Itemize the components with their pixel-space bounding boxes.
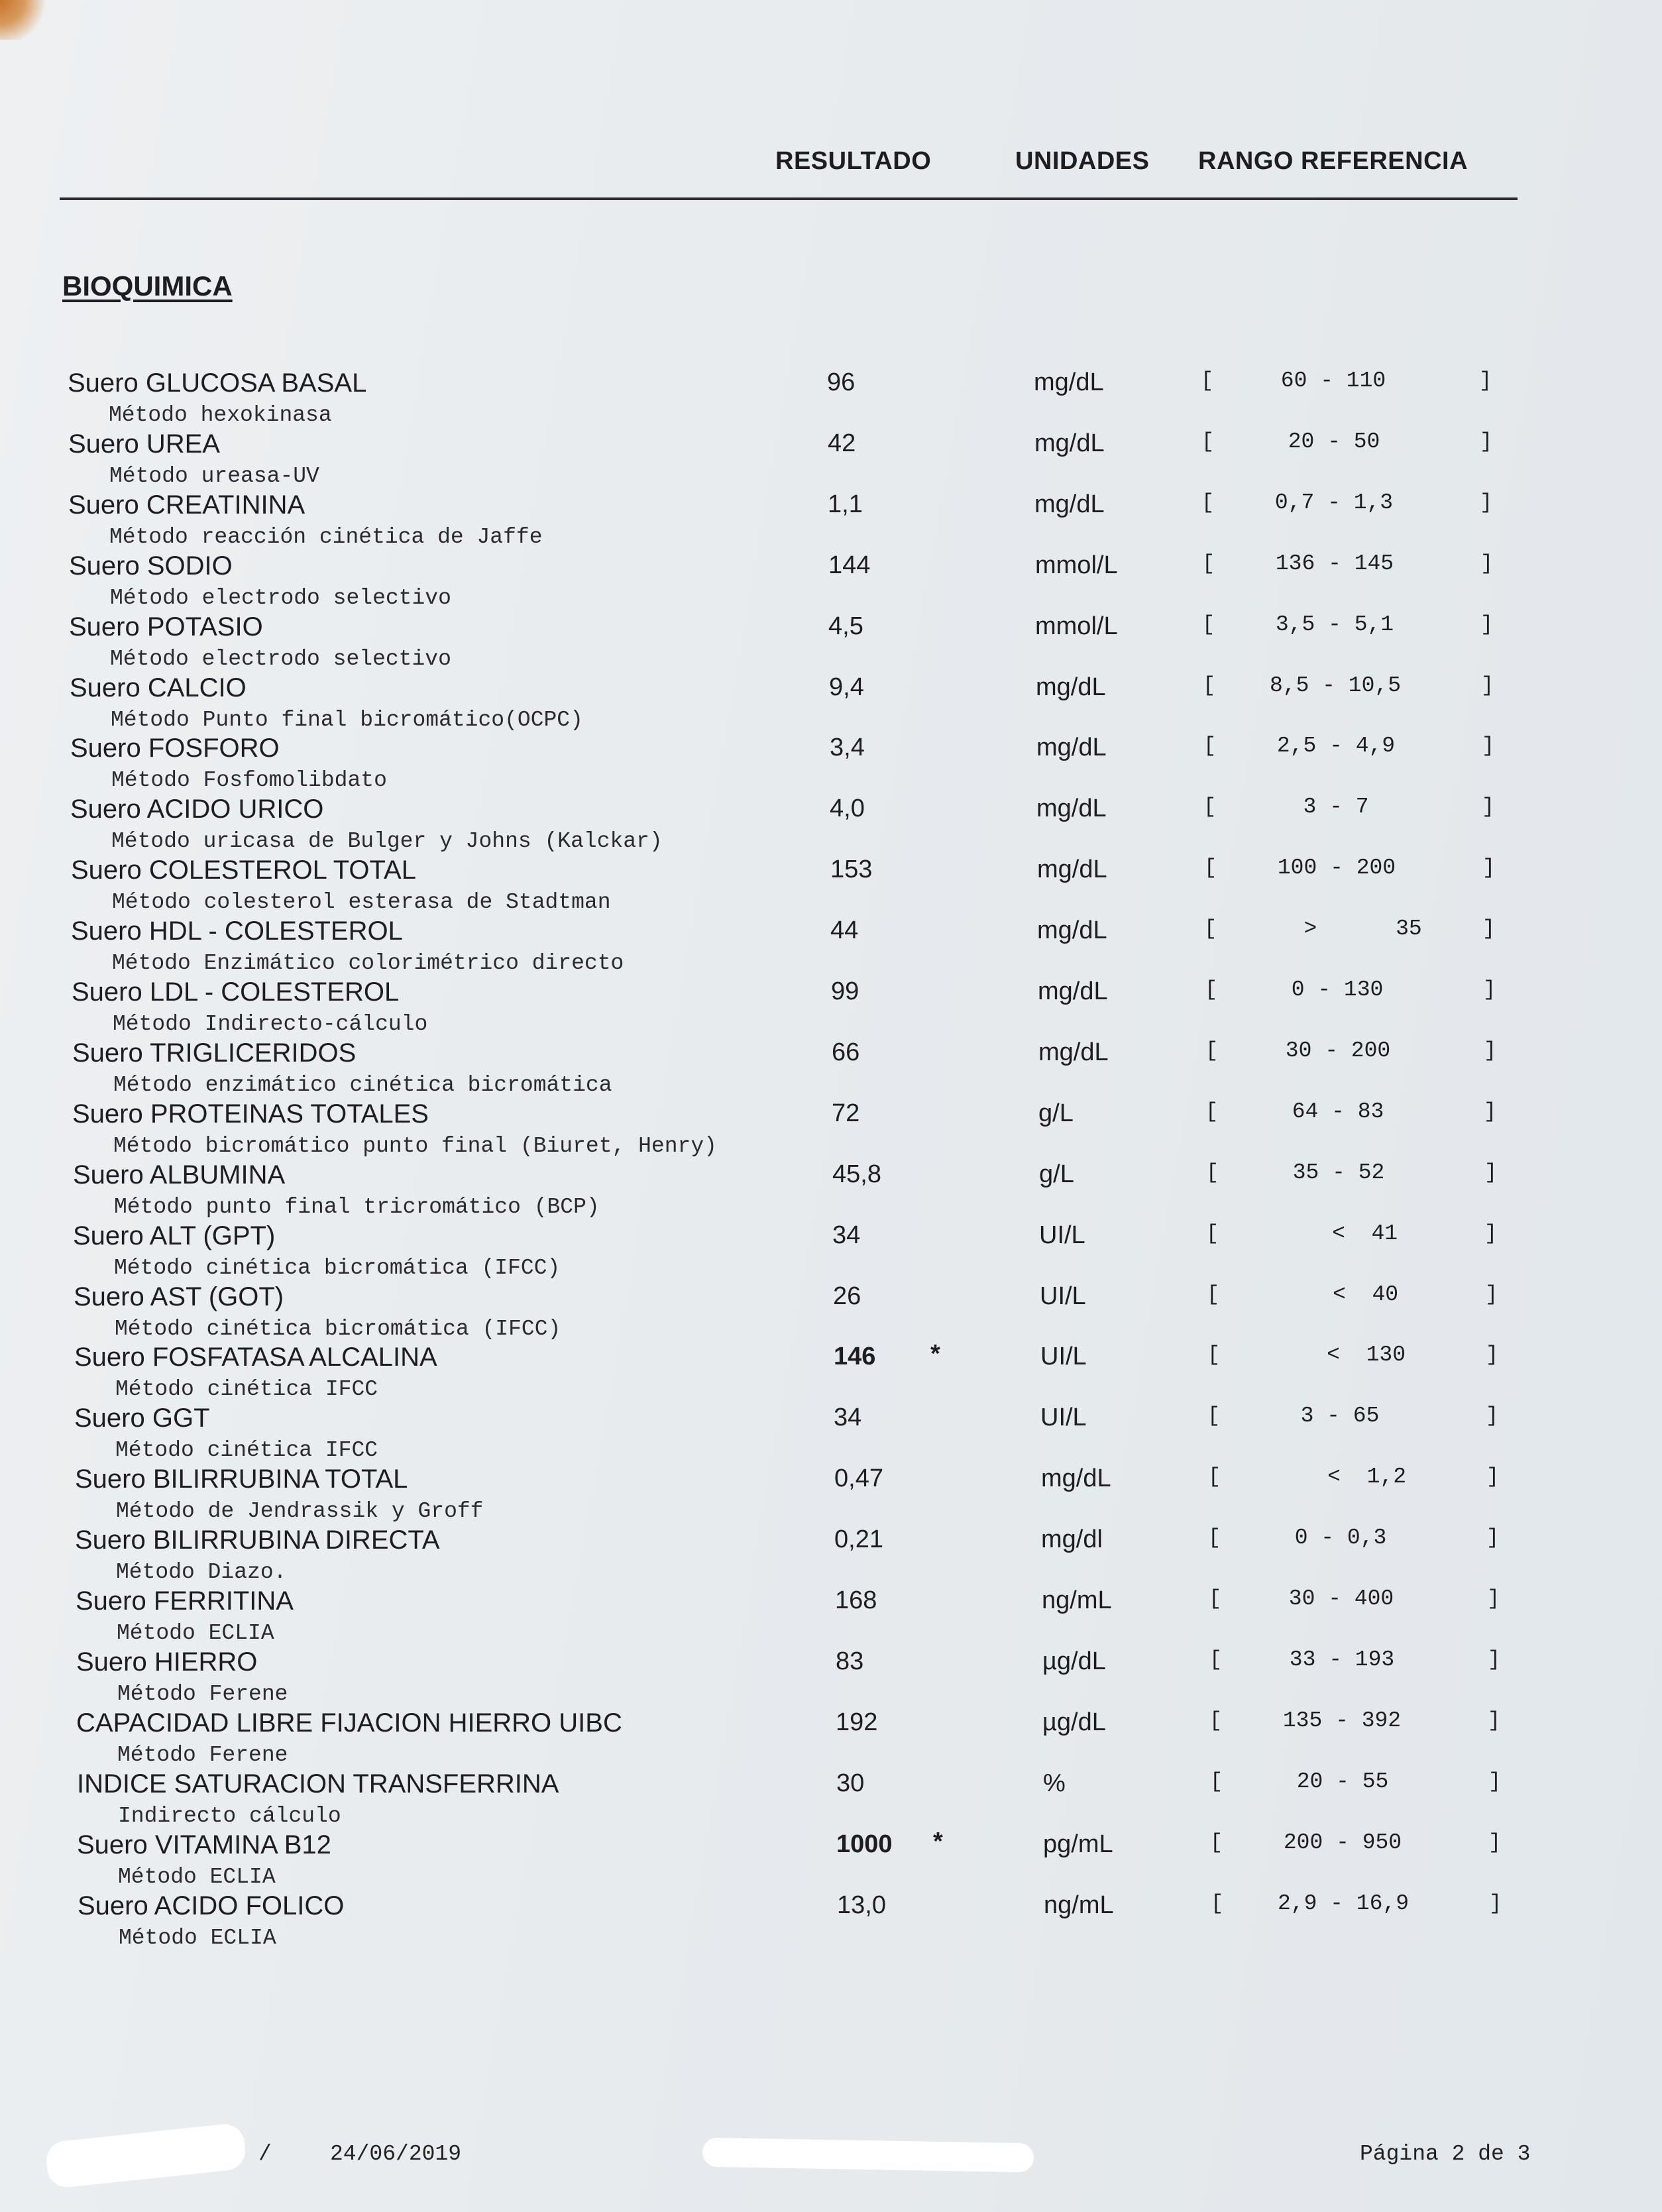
test-result: 9,4 xyxy=(829,673,864,701)
test-unit: mg/dL xyxy=(1036,673,1106,701)
test-row xyxy=(0,1404,1662,1465)
test-result: 1000 xyxy=(836,1830,893,1858)
test-row xyxy=(0,1647,1662,1708)
test-reference-range: 0,7 - 1,3 xyxy=(1274,490,1394,515)
test-reference-range: 30 - 400 xyxy=(1288,1586,1394,1611)
range-open-bracket: [ xyxy=(1203,734,1217,759)
test-method: Método Ferene xyxy=(117,1742,288,1767)
test-row xyxy=(0,368,1662,429)
column-header-range: RANGO REFERENCIA xyxy=(1198,147,1468,175)
range-open-bracket: [ xyxy=(1208,1465,1221,1490)
test-row xyxy=(0,1221,1662,1282)
range-open-bracket: [ xyxy=(1203,673,1216,698)
test-name: Suero GLUCOSA BASAL xyxy=(68,368,367,398)
range-open-bracket: [ xyxy=(1205,1038,1219,1063)
test-unit: mg/dL xyxy=(1037,856,1107,884)
test-result: 30 xyxy=(836,1769,865,1797)
range-close-bracket: ] xyxy=(1484,1099,1497,1124)
range-close-bracket: ] xyxy=(1480,490,1493,515)
test-reference-range: 60 - 110 xyxy=(1280,368,1386,393)
test-name: Suero HIERRO xyxy=(76,1647,258,1677)
range-open-bracket: [ xyxy=(1209,1647,1223,1672)
test-name: Suero ALT (GPT) xyxy=(73,1221,276,1250)
test-row xyxy=(0,1525,1662,1586)
test-name: Suero AST (GOT) xyxy=(74,1282,284,1311)
test-row xyxy=(0,1769,1662,1830)
test-row xyxy=(0,612,1662,673)
test-result: 26 xyxy=(833,1282,861,1310)
test-unit: mmol/L xyxy=(1035,612,1118,640)
test-result: 146 xyxy=(834,1343,876,1371)
test-method: Método Diazo. xyxy=(116,1560,287,1585)
test-result: 99 xyxy=(831,977,859,1005)
test-row xyxy=(0,856,1662,916)
test-name: Suero LDL - COLESTEROL xyxy=(72,977,400,1007)
range-close-bracket: ] xyxy=(1481,673,1494,698)
test-name: Suero BILIRRUBINA DIRECTA xyxy=(75,1525,440,1555)
range-open-bracket: [ xyxy=(1209,1586,1222,1611)
test-method: Método colesterol esterasa de Stadtman xyxy=(112,890,611,915)
test-method: Método cinética IFCC xyxy=(115,1377,378,1402)
range-open-bracket: [ xyxy=(1205,1099,1219,1124)
test-name: INDICE SATURACION TRANSFERRINA xyxy=(77,1769,559,1798)
test-unit: mg/dL xyxy=(1036,734,1107,762)
test-result: 168 xyxy=(835,1586,877,1614)
test-unit: mg/dL xyxy=(1037,916,1107,945)
range-open-bracket: [ xyxy=(1207,1404,1221,1429)
test-name: Suero POTASIO xyxy=(69,612,263,641)
test-reference-range: > 35 xyxy=(1251,916,1422,942)
test-row xyxy=(0,490,1662,551)
test-reference-range: 3 - 7 xyxy=(1303,795,1369,820)
range-close-bracket: ] xyxy=(1480,551,1494,576)
range-open-bracket: [ xyxy=(1202,551,1215,576)
test-reference-range: 64 - 83 xyxy=(1292,1099,1384,1124)
test-result: 153 xyxy=(830,856,873,884)
test-result: 0,47 xyxy=(834,1465,883,1493)
test-name: Suero HDL - COLESTEROL xyxy=(71,916,403,946)
footer-separator: / xyxy=(258,2142,272,2166)
test-result: 1,1 xyxy=(828,490,863,518)
section-title: BIOQUIMICA xyxy=(62,270,233,302)
test-name: CAPACIDAD LIBRE FIJACION HIERRO UIBC xyxy=(76,1708,622,1738)
test-result: 3,4 xyxy=(830,734,865,762)
test-result: 13,0 xyxy=(837,1891,886,1919)
test-reference-range: 33 - 193 xyxy=(1289,1647,1395,1672)
test-method: Método punto final tricromático (BCP) xyxy=(114,1194,600,1219)
test-name: Suero PROTEINAS TOTALES xyxy=(72,1099,429,1129)
test-method: Método de Jendrassik y Groff xyxy=(116,1499,484,1524)
range-open-bracket: [ xyxy=(1203,795,1217,820)
test-unit: g/L xyxy=(1039,1160,1074,1188)
test-reference-range: 8,5 - 10,5 xyxy=(1269,673,1402,698)
out-of-range-flag: * xyxy=(933,1827,943,1855)
test-unit: mg/dl xyxy=(1041,1525,1103,1554)
test-reference-range: 2,9 - 16,9 xyxy=(1277,1891,1410,1916)
range-open-bracket: [ xyxy=(1210,1830,1223,1855)
test-method: Método uricasa de Bulger y Johns (Kalckar) xyxy=(111,829,663,854)
test-method: Método hexokinasa xyxy=(109,403,332,427)
test-row xyxy=(0,1099,1662,1160)
test-name: Suero FERRITINA xyxy=(76,1586,294,1616)
test-reference-range: < 41 xyxy=(1279,1221,1398,1246)
range-open-bracket: [ xyxy=(1210,1769,1223,1794)
test-method: Método Ferene xyxy=(117,1681,288,1706)
range-close-bracket: ] xyxy=(1480,429,1493,454)
range-open-bracket: [ xyxy=(1211,1891,1224,1916)
out-of-range-flag: * xyxy=(930,1340,940,1368)
range-close-bracket: ] xyxy=(1482,856,1496,881)
test-name: Suero UREA xyxy=(68,429,220,459)
footer-page-number: Página 2 de 3 xyxy=(1360,2142,1531,2166)
test-method: Método ECLIA xyxy=(117,1621,274,1645)
test-result: 34 xyxy=(832,1221,861,1249)
test-reference-range: < 1,2 xyxy=(1274,1465,1407,1490)
test-method: Indirecto cálculo xyxy=(118,1803,341,1828)
range-close-bracket: ] xyxy=(1486,1465,1500,1490)
test-method: Método cinética bicromática (IFCC) xyxy=(115,1316,561,1341)
test-row xyxy=(0,1708,1662,1769)
test-reference-range: < 130 xyxy=(1274,1343,1406,1368)
test-row xyxy=(0,429,1662,490)
test-name: Suero VITAMINA B12 xyxy=(77,1830,331,1859)
test-result: 66 xyxy=(832,1038,860,1066)
test-row xyxy=(0,795,1662,856)
test-unit: µg/dL xyxy=(1042,1708,1106,1736)
test-method: Método bicromático punto final (Biuret, Henry) xyxy=(113,1133,717,1158)
test-method: Método Fosfomolibdato xyxy=(111,768,387,793)
test-unit: UI/L xyxy=(1040,1282,1086,1310)
range-close-bracket: ] xyxy=(1485,1282,1498,1307)
test-result: 42 xyxy=(828,429,856,457)
test-row xyxy=(0,1282,1662,1343)
range-close-bracket: ] xyxy=(1479,368,1492,393)
range-open-bracket: [ xyxy=(1201,490,1215,515)
test-result: 44 xyxy=(830,916,859,945)
test-method: Método Indirecto-cálculo xyxy=(113,1012,428,1036)
test-method: Método ECLIA xyxy=(118,1864,276,1889)
range-close-bracket: ] xyxy=(1482,734,1495,759)
test-name: Suero ALBUMINA xyxy=(73,1160,286,1189)
test-reference-range: 100 - 200 xyxy=(1277,856,1396,881)
test-unit: µg/dL xyxy=(1042,1647,1106,1675)
range-close-bracket: ] xyxy=(1486,1525,1500,1551)
range-close-bracket: ] xyxy=(1484,1160,1498,1185)
test-result: 4,0 xyxy=(830,795,865,823)
test-reference-range: 200 - 950 xyxy=(1283,1830,1402,1855)
test-row xyxy=(0,673,1662,734)
test-method: Método reacción cinética de Jaffe xyxy=(109,524,543,549)
range-close-bracket: ] xyxy=(1482,795,1495,820)
test-row xyxy=(0,916,1662,977)
test-unit: ng/mL xyxy=(1044,1891,1114,1919)
range-close-bracket: ] xyxy=(1480,612,1494,637)
range-open-bracket: [ xyxy=(1209,1708,1223,1733)
range-close-bracket: ] xyxy=(1486,1404,1499,1429)
test-unit: mg/dL xyxy=(1036,795,1107,823)
test-unit: mg/dL xyxy=(1034,368,1104,396)
range-close-bracket: ] xyxy=(1484,1038,1497,1063)
range-close-bracket: ] xyxy=(1487,1586,1500,1611)
test-reference-range: 20 - 55 xyxy=(1296,1769,1389,1794)
range-open-bracket: [ xyxy=(1207,1282,1220,1307)
test-name: Suero COLESTEROL TOTAL xyxy=(71,856,416,885)
test-reference-range: < 40 xyxy=(1280,1282,1399,1307)
test-row xyxy=(0,551,1662,612)
range-close-bracket: ] xyxy=(1488,1830,1502,1855)
redaction-mark xyxy=(702,2138,1034,2173)
test-unit: g/L xyxy=(1038,1099,1074,1127)
test-name: Suero FOSFATASA ALCALINA xyxy=(74,1343,437,1372)
test-name: Suero TRIGLICERIDOS xyxy=(72,1038,357,1068)
test-unit: mg/dL xyxy=(1038,977,1108,1005)
test-unit: ng/mL xyxy=(1042,1586,1112,1614)
range-close-bracket: ] xyxy=(1483,977,1496,1002)
test-unit: mg/dL xyxy=(1038,1038,1109,1066)
test-unit: pg/mL xyxy=(1043,1830,1113,1858)
test-unit: mmol/L xyxy=(1035,551,1118,579)
test-result: 0,21 xyxy=(834,1525,883,1554)
range-open-bracket: [ xyxy=(1201,429,1215,454)
test-row xyxy=(0,1340,1662,1404)
test-result: 96 xyxy=(827,368,856,396)
test-reference-range: 3,5 - 5,1 xyxy=(1275,612,1394,637)
test-unit: mg/dL xyxy=(1034,429,1105,457)
test-row xyxy=(0,1827,1662,1891)
test-name: Suero CALCIO xyxy=(70,673,247,702)
test-row xyxy=(0,1038,1662,1099)
test-row xyxy=(0,977,1662,1038)
test-reference-range: 0 - 130 xyxy=(1291,977,1384,1002)
range-open-bracket: [ xyxy=(1208,1525,1221,1551)
test-unit: UI/L xyxy=(1040,1404,1087,1432)
test-unit: UI/L xyxy=(1040,1343,1087,1371)
test-result: 192 xyxy=(836,1708,878,1736)
test-method: Método ureasa-UV xyxy=(109,463,319,488)
range-open-bracket: [ xyxy=(1201,368,1214,393)
test-method: Método cinética IFCC xyxy=(115,1438,378,1463)
column-header-result: RESULTADO xyxy=(775,147,932,175)
test-unit: UI/L xyxy=(1039,1221,1085,1249)
test-name: Suero ACIDO URICO xyxy=(70,795,324,824)
test-result: 45,8 xyxy=(832,1160,881,1188)
test-name: Suero SODIO xyxy=(69,551,233,581)
test-reference-range: 20 - 50 xyxy=(1288,429,1380,454)
test-result: 34 xyxy=(834,1404,862,1432)
test-result: 4,5 xyxy=(828,612,863,640)
range-close-bracket: ] xyxy=(1488,1708,1501,1733)
range-open-bracket: [ xyxy=(1206,1221,1219,1246)
test-reference-range: 3 - 65 xyxy=(1300,1404,1380,1429)
range-open-bracket: [ xyxy=(1202,612,1215,637)
test-row xyxy=(0,734,1662,795)
range-open-bracket: [ xyxy=(1206,1160,1219,1185)
test-name: Suero FOSFORO xyxy=(70,734,280,763)
range-open-bracket: [ xyxy=(1205,977,1218,1002)
range-close-bracket: ] xyxy=(1484,1221,1498,1246)
range-close-bracket: ] xyxy=(1486,1343,1499,1368)
test-method: Método Enzimático colorimétrico directo xyxy=(112,951,624,976)
test-row xyxy=(0,1891,1662,1952)
test-row xyxy=(0,1586,1662,1647)
test-result: 144 xyxy=(828,551,871,579)
test-row xyxy=(0,1160,1662,1221)
test-reference-range: 135 - 392 xyxy=(1282,1708,1402,1733)
test-name: Suero CREATININA xyxy=(68,490,305,520)
range-open-bracket: [ xyxy=(1204,856,1217,881)
range-close-bracket: ] xyxy=(1488,1769,1502,1794)
test-reference-range: 136 - 145 xyxy=(1275,551,1394,576)
column-header-units: UNIDADES xyxy=(1015,147,1150,175)
test-unit: % xyxy=(1043,1769,1066,1797)
test-method: Método enzimático cinética bicromática xyxy=(113,1072,612,1097)
test-reference-range: 30 - 200 xyxy=(1285,1038,1391,1063)
test-unit: mg/dL xyxy=(1034,490,1105,518)
range-close-bracket: ] xyxy=(1489,1891,1502,1916)
test-method: Método Punto final bicromático(OCPC) xyxy=(111,707,583,732)
test-result: 83 xyxy=(836,1647,864,1675)
test-method: Método electrodo selectivo xyxy=(110,585,451,610)
range-close-bracket: ] xyxy=(1482,916,1496,942)
range-open-bracket: [ xyxy=(1207,1343,1221,1368)
test-method: Método electrodo selectivo xyxy=(110,646,451,671)
test-name: Suero GGT xyxy=(74,1404,210,1433)
range-open-bracket: [ xyxy=(1204,916,1217,942)
test-reference-range: 0 - 0,3 xyxy=(1294,1525,1387,1551)
test-method: Método ECLIA xyxy=(119,1925,276,1950)
test-row xyxy=(0,1465,1662,1525)
footer-date: 24/06/2019 xyxy=(330,2142,462,2166)
range-close-bracket: ] xyxy=(1488,1647,1501,1672)
test-reference-range: 2,5 - 4,9 xyxy=(1276,734,1396,759)
test-method: Método cinética bicromática (IFCC) xyxy=(114,1255,561,1280)
test-reference-range: 35 - 52 xyxy=(1292,1160,1385,1185)
test-name: Suero ACIDO FOLICO xyxy=(78,1891,345,1920)
test-unit: mg/dL xyxy=(1041,1465,1111,1493)
test-result: 72 xyxy=(832,1099,860,1127)
test-name: Suero BILIRRUBINA TOTAL xyxy=(75,1465,408,1494)
